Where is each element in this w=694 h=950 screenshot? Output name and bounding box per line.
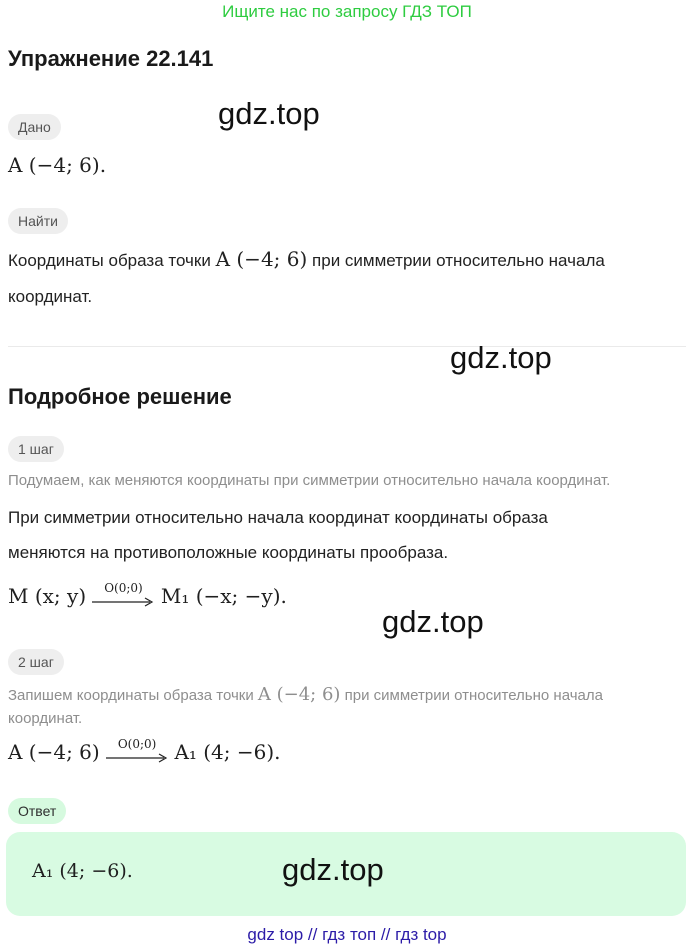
arrow-label: O(0;0) — [104, 580, 143, 595]
mapping-arrow — [106, 736, 168, 767]
search-banner: Ищите нас по запросу ГДЗ ТОП — [222, 2, 472, 21]
formula-right: A₁ (4; −6). — [174, 740, 281, 764]
watermark: gdz.top — [382, 604, 484, 639]
exercise-title: Упражнение 22.141 — [8, 46, 214, 71]
watermark: gdz.top — [282, 852, 384, 887]
find-text — [8, 242, 605, 278]
step2-formula — [8, 736, 281, 767]
step2-hint-point: A (−4; 6) — [257, 684, 341, 705]
given-label: Дано — [8, 114, 61, 140]
find-line1-post: при симметрии относительно начала — [312, 251, 605, 270]
step2-hint-pre: Запишем координаты образа точки — [8, 687, 254, 704]
formula-right: M₁ (−x; −y). — [160, 584, 287, 608]
step1-formula — [8, 580, 287, 611]
watermark: gdz.top — [218, 96, 320, 131]
answer-text: A₁ (4; −6). — [32, 860, 133, 882]
find-line1-pre: Координаты образа точки — [8, 251, 211, 270]
arrow-icon — [92, 597, 154, 607]
step2-label: 2 шаг — [8, 649, 64, 675]
arrow-label: O(0;0) — [117, 736, 157, 751]
step2-hint-post: при симметрии относительно начала — [344, 687, 603, 704]
mapping-arrow — [92, 580, 154, 611]
watermark: gdz.top — [450, 340, 552, 375]
answer-label: Ответ — [8, 798, 66, 824]
given-text: A (−4; 6). — [8, 153, 107, 177]
step2-hint-line2: координат. — [8, 710, 83, 727]
step1-hint: Подумаем, как меняются координаты при симметрии относительно начала координат. — [8, 472, 611, 489]
step1-label: 1 шаг — [8, 436, 64, 462]
formula-left: A (−4; 6) — [8, 740, 100, 764]
step1-line1: При симметрии относительно начала координат координаты образа — [8, 508, 548, 527]
divider — [8, 346, 686, 347]
footer-links: gdz top // гдз топ // гдз top — [247, 925, 447, 944]
find-point: A (−4; 6) — [215, 247, 308, 271]
formula-left: M (x; y) — [8, 584, 87, 608]
find-line2: координат. — [8, 287, 93, 306]
arrow-icon — [106, 753, 168, 763]
step2-hint — [8, 683, 603, 708]
solution-title: Подробное решение — [8, 384, 232, 409]
step1-line2: меняются на противоположные координаты прообраза. — [8, 543, 449, 562]
find-label: Найти — [8, 208, 68, 234]
